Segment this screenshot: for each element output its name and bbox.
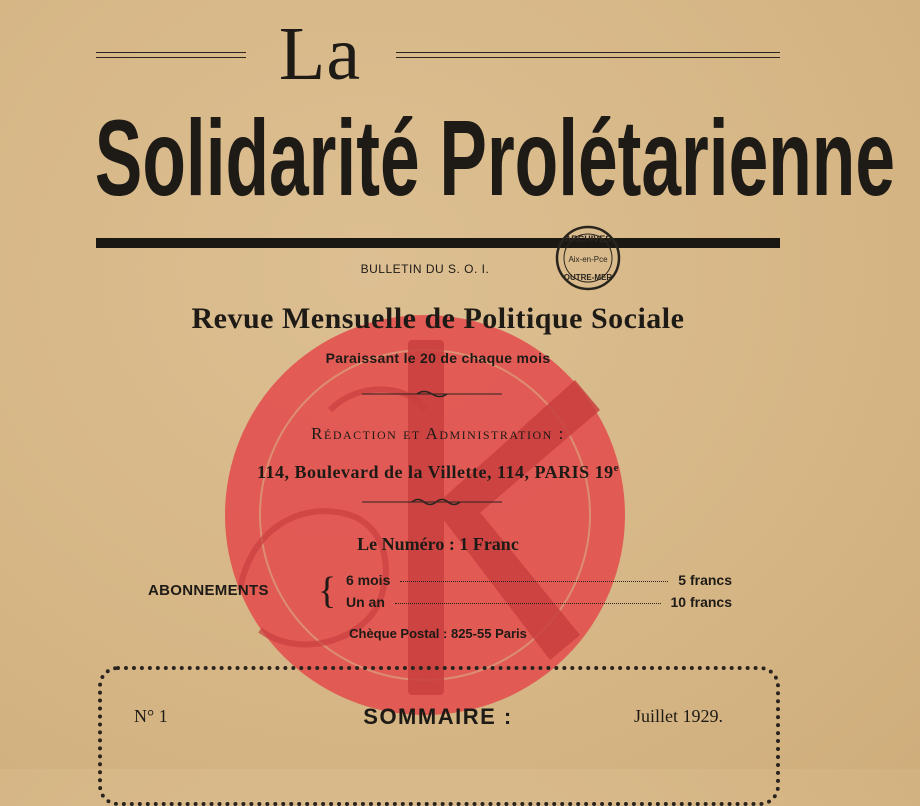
bulletin-line: BULLETIN DU S. O. I. [360, 262, 490, 276]
issue-date: Juillet 1929. [634, 706, 723, 726]
subscription-row [346, 572, 732, 588]
stamp-line1: ARCHIVES [564, 234, 612, 244]
address-sup: e [613, 462, 620, 474]
frequency-line: Paraissant le 20 de chaque mois [325, 350, 551, 366]
title-underline-bar [96, 238, 780, 248]
dot-leader [400, 581, 668, 582]
subscription-price: 10 francs [670, 594, 732, 610]
stamp-line2: Aix-en-Pce [568, 255, 608, 264]
redaction-heading: Rédaction et Administration : [311, 424, 565, 443]
title-main-wrap [94, 97, 895, 228]
subscription-period: 6 mois [346, 572, 391, 588]
sommaire-heading: SOMMAIRE : [363, 704, 513, 729]
flourish-divider-1 [362, 390, 502, 398]
subscription-price: 5 francs [678, 572, 732, 588]
issue-number: N° 1 [134, 706, 168, 726]
address-line [0, 462, 876, 483]
subscription-row [346, 594, 732, 610]
title-main: Solidarité Prolétarienne [94, 97, 895, 218]
brace-glyph: { [318, 570, 337, 612]
title-la: La [278, 12, 362, 96]
sommaire-box [98, 666, 780, 806]
numero-price: Le Numéro : 1 Franc [357, 534, 519, 554]
cheque-postal: Chèque Postal : 825-55 Paris [349, 626, 527, 641]
flourish-divider-2 [362, 498, 502, 506]
subscription-period: Un an [346, 594, 385, 610]
stamp-line3: OUTRE-MER [563, 273, 613, 282]
abonnements-label: ABONNEMENTS [148, 582, 269, 599]
address-text: 114, Boulevard de la Villette, 114, PARIS 19 [256, 462, 614, 482]
dot-leader [395, 603, 661, 604]
revue-subtitle: Revue Mensuelle de Politique Sociale [191, 302, 685, 335]
archive-stamp-icon [548, 222, 628, 294]
